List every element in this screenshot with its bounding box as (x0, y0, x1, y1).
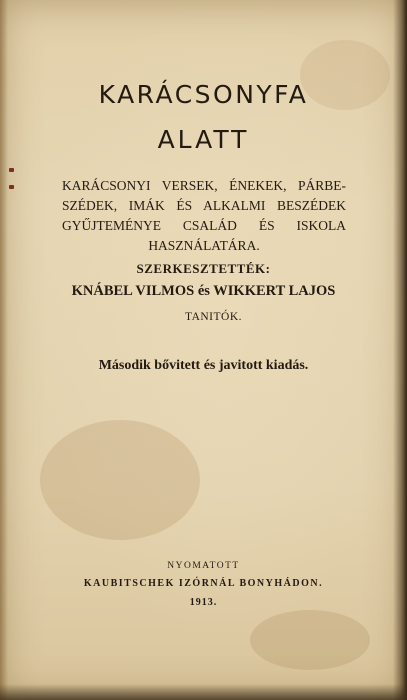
binding-mark (9, 168, 14, 172)
page-bottom-edge (0, 684, 407, 700)
subtitle-line: HASZNÁLATÁRA. (148, 238, 260, 253)
book-title-line-2: ALATT (157, 125, 250, 154)
editors-label: SZERKESZTETTÉK: (136, 261, 271, 276)
book-title-line-1: KARÁCSONYFA (98, 80, 309, 109)
editors-names: KNÁBEL VILMOS és WIKKERT LAJOS (71, 283, 336, 299)
subtitle-line: GYŰJTEMÉNYE CSALÁD ÉS ISKOLA (62, 218, 346, 233)
imprint-printed: NYOMATOTT (167, 561, 240, 571)
subtitle-line: SZÉDEK, IMÁK ÉS ALKALMI BESZÉDEK (62, 198, 346, 213)
subtitle-line: KARÁCSONYI VERSEK, ÉNEKEK, PÁRBE- (62, 178, 346, 193)
imprint-year: 1913. (189, 597, 218, 608)
imprint-printer: KAUBITSCHEK IZÓRNÁL BONYHÁDON. (83, 578, 324, 589)
edition-note: Második bővitett és javitott kiadás. (98, 358, 309, 373)
book-subtitle (62, 176, 346, 256)
editors-role: TANITÓK. (184, 311, 243, 323)
paper-stain (40, 420, 200, 540)
binding-mark (9, 185, 14, 189)
paper-stain (250, 610, 370, 670)
